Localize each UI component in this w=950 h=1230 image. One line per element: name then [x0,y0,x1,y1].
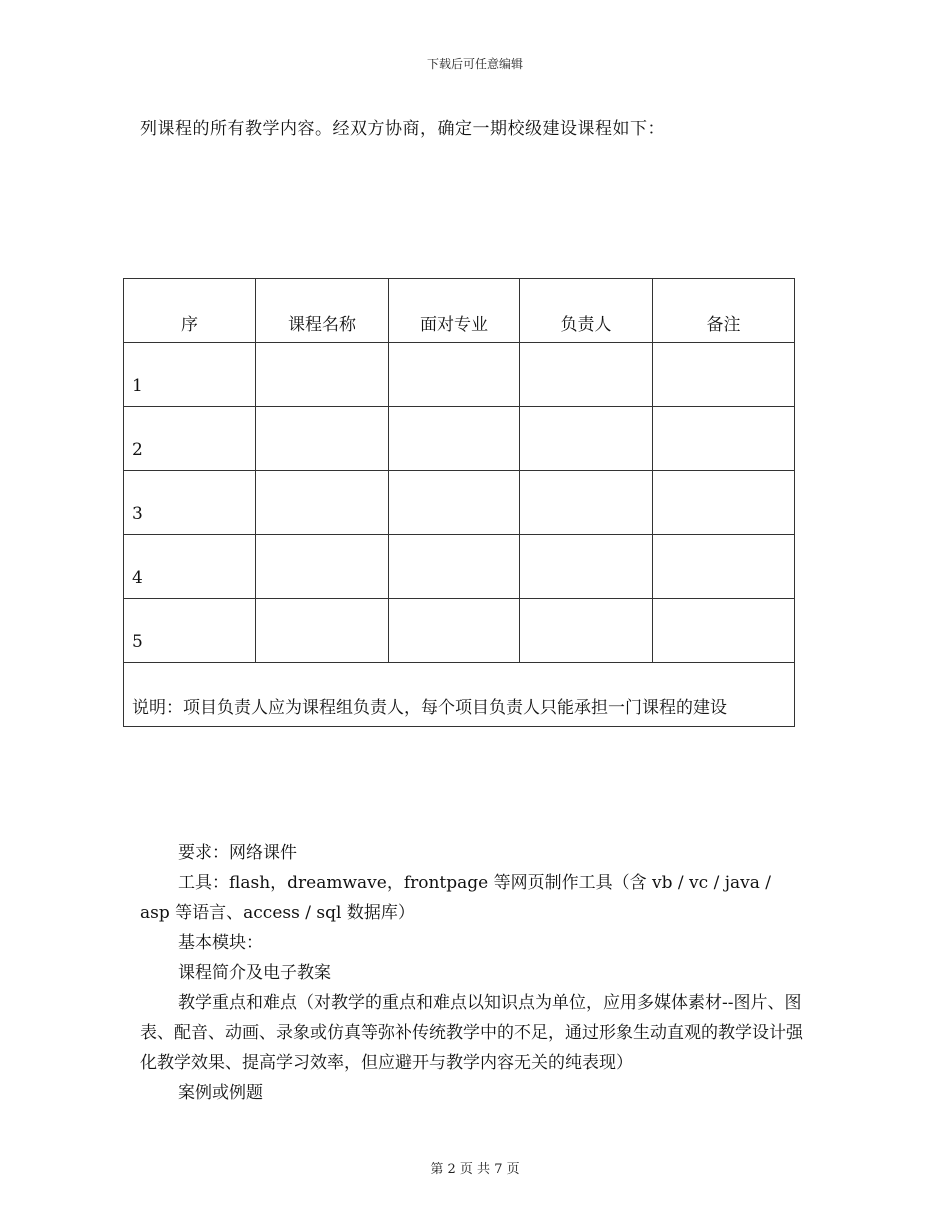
intro-paragraph: 列课程的所有教学内容。经双方协商，确定一期校级建设课程如下： [140,119,665,139]
module-key-points: 教学重点和难点（对教学的重点和难点以知识点为单位，应用多媒体素材--图片、图表、配音、动画、录象或仿真等弥补传统教学中的不足，通过形象生动直观的教学设计强化教学效果、提高学习效率，但应避开与教学内容无关的纯表现） [140,993,803,1073]
header-major: 面对专业 [389,279,520,343]
table-row [124,471,795,535]
table-cell [520,407,653,471]
table-cell [389,407,520,471]
body-section [140,838,815,1108]
page-header: 下载后可任意编辑 [426,57,523,71]
table-header-row [124,279,795,343]
table-cell [653,599,795,663]
requirement-line: 要求：网络课件 [178,843,297,863]
basic-modules-heading: 基本模块： [178,933,263,953]
table-row [124,407,795,471]
table-cell [389,343,520,407]
page-footer: 第 2 页 共 7 页 [430,1162,520,1177]
row-number: 1 [124,343,256,407]
table-row [124,535,795,599]
table-note: 说明：项目负责人应为课程组负责人，每个项目负责人只能承担一门课程的建设 [124,663,795,727]
table-cell [256,535,389,599]
module-course-intro: 课程简介及电子教案 [178,963,331,983]
module-cases: 案例或例题 [178,1083,263,1103]
table-cell [520,535,653,599]
table-cell [520,471,653,535]
tools-line-1: 工具：flash，dreamwave，frontpage 等网页制作工具（含 vb / vc / java / [178,873,771,893]
course-table [123,278,795,727]
row-number: 4 [124,535,256,599]
table-cell [256,599,389,663]
table-cell [520,599,653,663]
table-cell [653,407,795,471]
tools-line-2: asp 等语言、access / sql 数据库） [140,903,415,923]
table-row [124,599,795,663]
table-note-row [124,663,795,727]
table-cell [520,343,653,407]
table-cell [389,535,520,599]
row-number: 5 [124,599,256,663]
table-cell [389,599,520,663]
table-row [124,343,795,407]
header-remarks: 备注 [653,279,795,343]
table-cell [256,343,389,407]
header-owner: 负责人 [520,279,653,343]
row-number: 2 [124,407,256,471]
table-cell [653,343,795,407]
table-cell [389,471,520,535]
table-cell [256,407,389,471]
table-cell [256,471,389,535]
header-course-name: 课程名称 [256,279,389,343]
header-seq: 序 [124,279,256,343]
row-number: 3 [124,471,256,535]
table-cell [653,471,795,535]
table-cell [653,535,795,599]
